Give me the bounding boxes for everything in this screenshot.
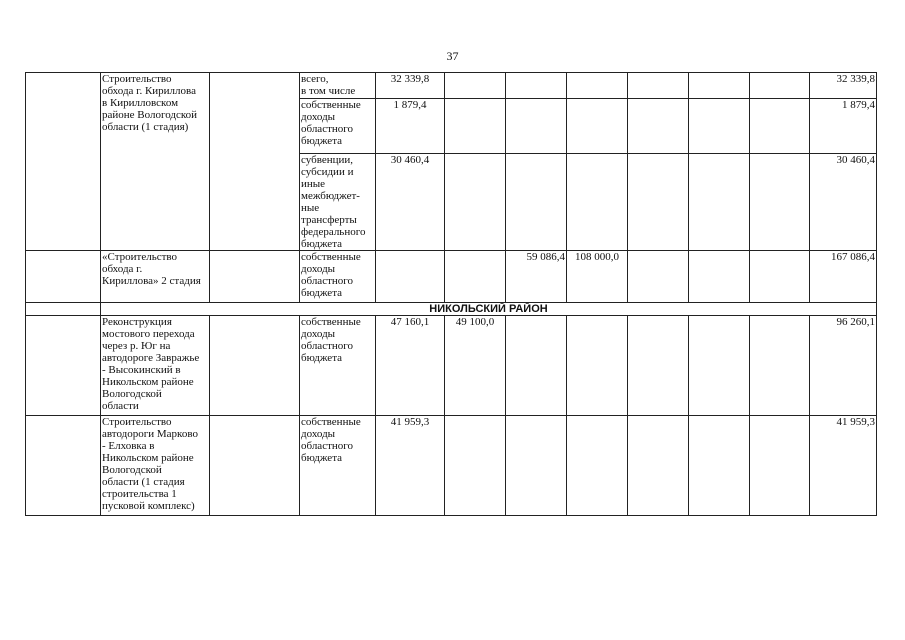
funding-source-cell: собственные доходы областного бюджета — [300, 99, 376, 154]
total-cell: 41 959,3 — [810, 416, 877, 516]
table-row — [26, 316, 877, 416]
value-cell: 59 086,4 — [506, 251, 567, 303]
section-title: НИКОЛЬСКИЙ РАЙОН — [101, 303, 877, 316]
value-cell: 108 000,0 — [567, 251, 628, 303]
total-cell: 30 460,4 — [810, 154, 877, 251]
table-row — [26, 73, 877, 99]
funding-source-cell: собственные доходы областного бюджета — [300, 416, 376, 516]
page-number: 37 — [446, 49, 459, 63]
section-row — [26, 303, 877, 316]
table-row — [26, 251, 877, 303]
total-cell: 96 260,1 — [810, 316, 877, 416]
empty-cell — [210, 73, 300, 251]
value-cell: 32 339,8 — [376, 73, 445, 99]
value-cell: 41 959,3 — [376, 416, 445, 516]
total-cell: 32 339,8 — [810, 73, 877, 99]
total-cell: 167 086,4 — [810, 251, 877, 303]
object-name-cell: Реконструкция мостового перехода через р. Юг на автодороге Завражье - Высокинский в Никольском районе Вологодской области — [101, 316, 210, 416]
object-name-cell: «Строительство обхода г. Кириллова» 2 стадия — [101, 251, 210, 303]
value-cell: 47 160,1 — [376, 316, 445, 416]
value-cell: 49 100,0 — [445, 316, 506, 416]
empty-cell — [26, 73, 101, 251]
value-cell: 1 879,4 — [376, 99, 445, 154]
funding-source-cell: субвенции, субсидии и иные межбюджет- ные трансферты федерального бюджета — [300, 154, 376, 251]
funding-source-cell: собственные доходы областного бюджета — [300, 251, 376, 303]
budget-table — [25, 72, 877, 516]
table-row — [26, 416, 877, 516]
funding-source-cell: собственные доходы областного бюджета — [300, 316, 376, 416]
object-name-cell: Строительство обхода г. Кириллова в Кирилловском районе Вологодской области (1 стадия) — [101, 73, 210, 251]
total-cell: 1 879,4 — [810, 99, 877, 154]
object-name-cell: Строительство автодороги Марково - Елховка в Никольском районе Вологодской области (1 стадия строительства 1 пусковой комплекс) — [101, 416, 210, 516]
funding-source-cell: всего, в том числе — [300, 73, 376, 99]
value-cell: 30 460,4 — [376, 154, 445, 251]
